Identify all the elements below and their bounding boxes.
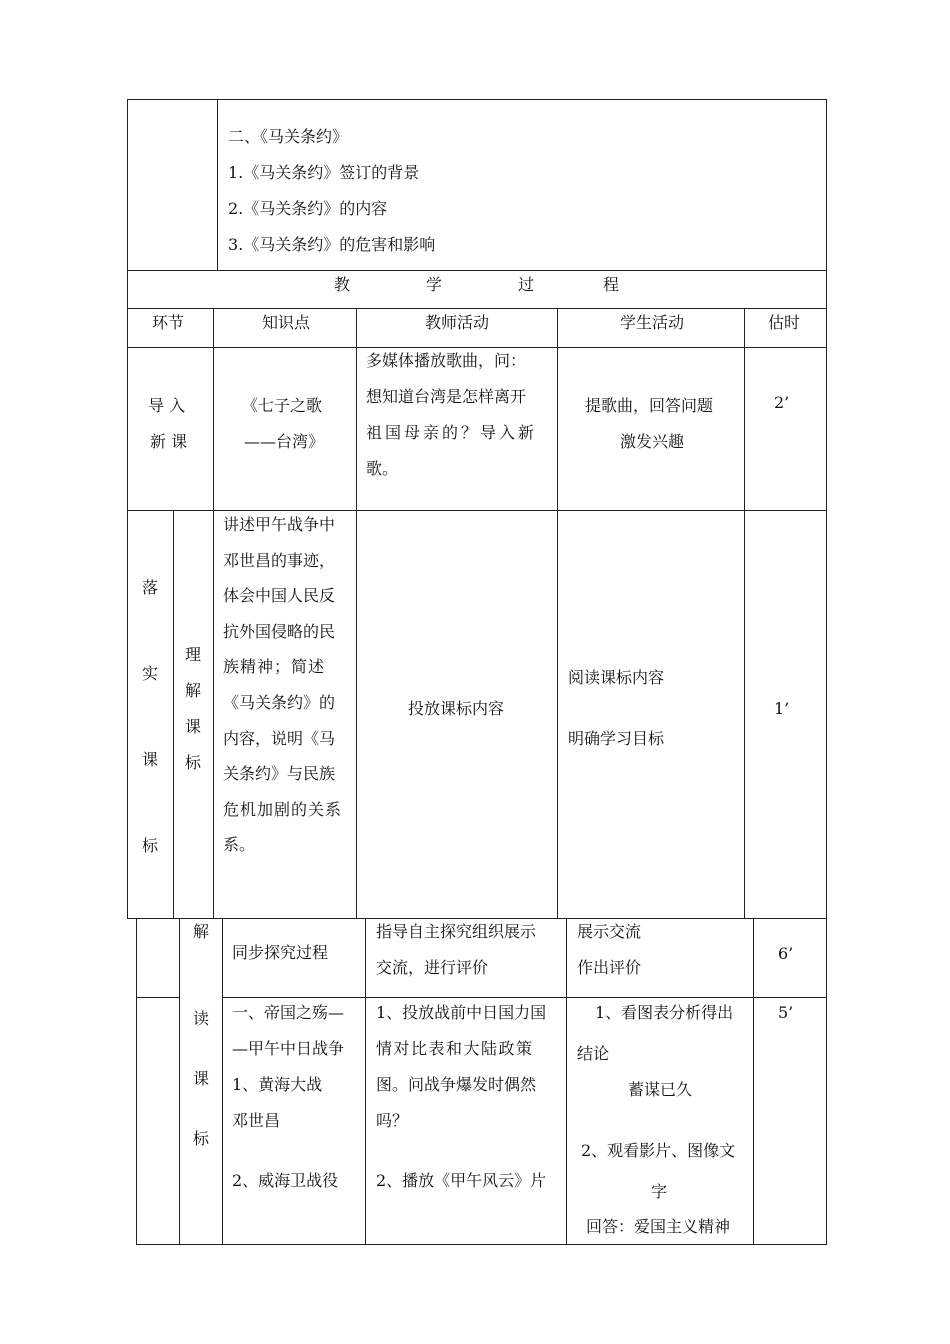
- standard-stage-char-4: 标: [141, 836, 158, 855]
- explore-student-line-1: 展示交流: [577, 922, 642, 941]
- header-time: 估时: [768, 313, 801, 332]
- intro-knowledge-line2: ——台湾》: [244, 432, 325, 451]
- standard-stage-divider: [173, 510, 174, 919]
- objective-item-3: 3.《马关条约》的危害和影响: [228, 235, 436, 254]
- war-student-line-3: 蓄谋已久: [628, 1080, 693, 1099]
- explore-teacher-line-2: 交流，进行评价: [376, 958, 489, 977]
- standard-time: 1’: [774, 699, 790, 718]
- war-knowledge-line-3: 1、黄海大战: [232, 1075, 323, 1094]
- explore-sub-char-3: 课: [192, 1069, 209, 1088]
- intro-knowledge-line1: 《七子之歌: [242, 396, 323, 415]
- explore-knowledge: 同步探究过程: [232, 943, 329, 962]
- explore-col-5: [753, 918, 754, 1245]
- war-student-line-1: 1、看图表分析得出: [595, 1003, 734, 1022]
- process-title-char-4: 程: [603, 275, 620, 294]
- standard-knowledge-line-10: 系。: [223, 835, 256, 855]
- intro-student-line2: 激发兴趣: [620, 432, 685, 451]
- process-title-char-3: 过: [518, 275, 535, 294]
- standard-knowledge-line-5: 族精神；简述: [223, 657, 326, 677]
- war-knowledge-line-4: 邓世昌: [232, 1111, 281, 1130]
- standard-knowledge-line-1: 讲述甲午战争中: [223, 515, 336, 534]
- intro-teacher-line-1: 多媒体播放歌曲，问：: [366, 351, 527, 370]
- explore-col-2: [222, 918, 223, 1245]
- war-teacher-line-1: 1、投放战前中日国力国: [376, 1003, 547, 1022]
- war-teacher-line-2: 情对比表和大陆政策: [376, 1039, 534, 1058]
- standard-knowledge: [223, 507, 353, 863]
- header-student: 学生活动: [620, 313, 685, 332]
- intro-teacher-line-2: 想知道台湾是怎样离开: [366, 387, 527, 406]
- intro-student-line1: 提歌曲，回答问题: [585, 396, 714, 415]
- war-student-line-4: 2、观看影片、图像文: [581, 1141, 736, 1160]
- explore-row-divider-mask: [179, 997, 222, 998]
- explore-sub-char-2: 读: [192, 1009, 209, 1028]
- war-teacher-line-4: 吗？: [376, 1111, 409, 1130]
- standard-stage-char-2: 实: [141, 664, 158, 683]
- war-student-line-6: 回答：爱国主义精神: [586, 1217, 731, 1236]
- process-title-row: [127, 270, 827, 309]
- header-teacher: 教师活动: [425, 313, 490, 332]
- explore-student-line-2: 作出评价: [577, 958, 642, 977]
- standard-sub-char-3: 课: [184, 717, 201, 736]
- standard-stage-char-3: 课: [141, 750, 158, 769]
- standard-sub-char-4: 标: [184, 753, 201, 772]
- process-title-char-2: 学: [426, 275, 443, 294]
- header-knowledge: 知识点: [262, 313, 311, 332]
- standard-knowledge-line-9: 危机加剧的关系: [223, 799, 343, 819]
- objectives-divider: [217, 99, 218, 271]
- explore-col-3: [365, 918, 366, 1245]
- objective-item-1: 1.《马关条约》签订的背景: [228, 163, 420, 182]
- explore-teacher: [376, 914, 562, 986]
- war-teacher-line-3: 图。问战争爆发时偶然: [376, 1075, 537, 1094]
- war-student-line-5: 字: [651, 1182, 668, 1201]
- standard-sub-char-2: 解: [184, 681, 201, 700]
- standard-sub-char-1: 理: [184, 645, 201, 664]
- standard-teacher: 投放课标内容: [408, 699, 505, 718]
- intro-teacher-activity: [366, 343, 552, 487]
- standard-stage-char-1: 落: [141, 578, 158, 597]
- intro-teacher-line-3: 祖国母亲的？导入新: [366, 423, 538, 442]
- war-teacher: [376, 995, 562, 1199]
- objective-item-2: 2.《马关条约》的内容: [228, 199, 388, 218]
- explore-sub-char-4: 标: [192, 1129, 209, 1148]
- war-student-line-2: 结论: [577, 1044, 610, 1063]
- intro-stage-line2: 新 课: [150, 432, 188, 451]
- process-title-char-1: 教: [334, 275, 351, 294]
- standard-knowledge-line-7: 内容，说明《马: [223, 728, 336, 748]
- intro-stage-line1: 导 入: [148, 396, 186, 415]
- explore-student: [577, 914, 749, 986]
- intro-teacher-line-4: 歌。: [366, 459, 399, 478]
- war-knowledge-line-1: 一、帝国之殇—: [232, 1003, 345, 1022]
- war-knowledge-line-5: 2、威海卫战役: [232, 1171, 339, 1190]
- standard-knowledge-line-4: 抗外国侵略的民: [223, 621, 336, 641]
- explore-sub-char-1: 解: [192, 922, 209, 941]
- war-teacher-line-5: 2、播放《甲午风云》片: [376, 1171, 547, 1190]
- war-time: 5’: [778, 1003, 794, 1022]
- intro-time: 2’: [774, 393, 790, 412]
- standard-knowledge-line-8: 关条约》与民族: [223, 764, 336, 784]
- header-stage: 环节: [152, 313, 185, 332]
- war-knowledge-line-2: —甲午中日战争: [232, 1039, 345, 1058]
- explore-col-4: [566, 918, 567, 1245]
- standard-knowledge-line-6: 《马关条约》的: [223, 692, 336, 712]
- explore-teacher-line-1: 指导自主探究组织展示: [376, 922, 537, 941]
- standard-student-line1: 阅读课标内容: [568, 668, 665, 687]
- standard-knowledge-line-2: 邓世昌的事迹，: [223, 550, 336, 570]
- standard-student-line2: 明确学习目标: [568, 729, 665, 748]
- explore-col-1: [179, 918, 180, 1245]
- standard-sub-divider: [213, 510, 214, 919]
- standard-knowledge-line-3: 体会中国人民反: [223, 586, 336, 606]
- explore-time: 6’: [778, 944, 794, 963]
- objectives-heading: 二、《马关条约》: [228, 127, 349, 146]
- war-knowledge: [232, 995, 362, 1199]
